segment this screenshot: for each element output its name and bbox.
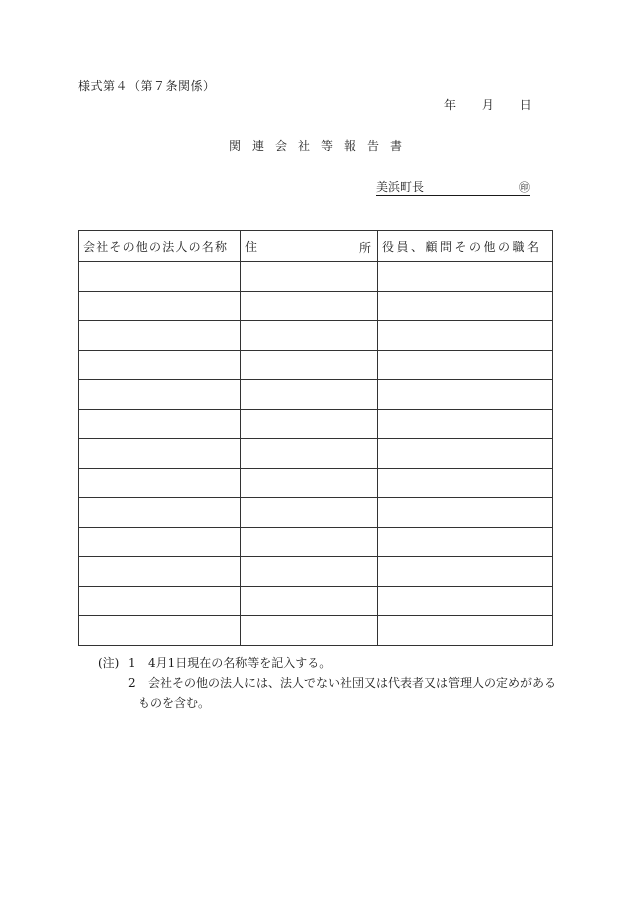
header-company-name: 会社その他の法人の名称 <box>79 231 241 262</box>
address-cell[interactable] <box>241 380 378 410</box>
role-cell[interactable] <box>378 498 553 528</box>
address-cell[interactable] <box>241 586 378 616</box>
table-row <box>79 409 553 439</box>
note-2-continuation <box>98 693 556 713</box>
role-cell[interactable] <box>378 616 553 646</box>
company-name-cell[interactable] <box>79 291 241 321</box>
header-address-right: 所 <box>358 241 371 255</box>
address-cell[interactable] <box>241 350 378 380</box>
address-cell[interactable] <box>241 557 378 587</box>
table-row <box>79 380 553 410</box>
note-text: 4月1日現在の名称等を記入する。 <box>148 656 332 670</box>
document-title: 関連会社等報告書 <box>228 139 413 153</box>
header-address <box>241 231 378 262</box>
address-cell[interactable] <box>241 527 378 557</box>
address-cell[interactable] <box>241 439 378 469</box>
role-cell[interactable] <box>378 409 553 439</box>
table-row <box>79 616 553 646</box>
table-row <box>79 291 553 321</box>
note-number: 1 <box>128 656 136 670</box>
address-cell[interactable] <box>241 321 378 351</box>
date-year: 年 <box>444 98 457 112</box>
company-name-cell[interactable] <box>79 557 241 587</box>
date-month: 月 <box>481 98 494 112</box>
company-name-cell[interactable] <box>79 262 241 292</box>
company-name-cell[interactable] <box>79 350 241 380</box>
table-header-row <box>79 231 553 262</box>
note-text-continuation: ものを含む。 <box>138 696 211 710</box>
table-row <box>79 439 553 469</box>
address-cell[interactable] <box>241 409 378 439</box>
address-cell[interactable] <box>241 291 378 321</box>
role-cell[interactable] <box>378 468 553 498</box>
table-row <box>79 557 553 587</box>
address-cell[interactable] <box>241 616 378 646</box>
date-line <box>444 96 532 113</box>
note-2 <box>98 673 556 693</box>
company-name-cell[interactable] <box>79 498 241 528</box>
role-cell[interactable] <box>378 380 553 410</box>
address-cell[interactable] <box>241 498 378 528</box>
role-cell[interactable] <box>378 350 553 380</box>
company-name-cell[interactable] <box>79 321 241 351</box>
role-cell[interactable] <box>378 439 553 469</box>
report-table <box>78 230 553 646</box>
note-number: 2 <box>128 676 136 690</box>
notes-label: (注) <box>98 656 120 670</box>
addressee-name: 美浜町長 <box>376 180 425 194</box>
header-role: 役員、顧問その他の職名 <box>378 231 553 262</box>
date-day: 日 <box>519 98 532 112</box>
seal-mark: ㊞ <box>519 181 530 194</box>
table-row <box>79 321 553 351</box>
notes-section <box>98 653 556 713</box>
company-name-cell[interactable] <box>79 527 241 557</box>
role-cell[interactable] <box>378 291 553 321</box>
address-cell[interactable] <box>241 262 378 292</box>
role-cell[interactable] <box>378 527 553 557</box>
note-1 <box>98 653 556 673</box>
table-row <box>79 468 553 498</box>
role-cell[interactable] <box>378 321 553 351</box>
address-cell[interactable] <box>241 468 378 498</box>
table-row <box>79 586 553 616</box>
note-text: 会社その他の法人には、法人でない社団又は代表者又は管理人の定めがある <box>148 676 557 690</box>
table-row <box>79 498 553 528</box>
table-row <box>79 527 553 557</box>
company-name-cell[interactable] <box>79 468 241 498</box>
role-cell[interactable] <box>378 262 553 292</box>
table-row <box>79 262 553 292</box>
table-row <box>79 350 553 380</box>
company-name-cell[interactable] <box>79 439 241 469</box>
company-name-cell[interactable] <box>79 616 241 646</box>
addressee-line <box>376 180 530 196</box>
form-number: 様式第４（第７条関係） <box>78 79 216 93</box>
company-name-cell[interactable] <box>79 586 241 616</box>
role-cell[interactable] <box>378 586 553 616</box>
role-cell[interactable] <box>378 557 553 587</box>
company-name-cell[interactable] <box>79 380 241 410</box>
company-name-cell[interactable] <box>79 409 241 439</box>
header-address-left: 住 <box>245 239 258 254</box>
